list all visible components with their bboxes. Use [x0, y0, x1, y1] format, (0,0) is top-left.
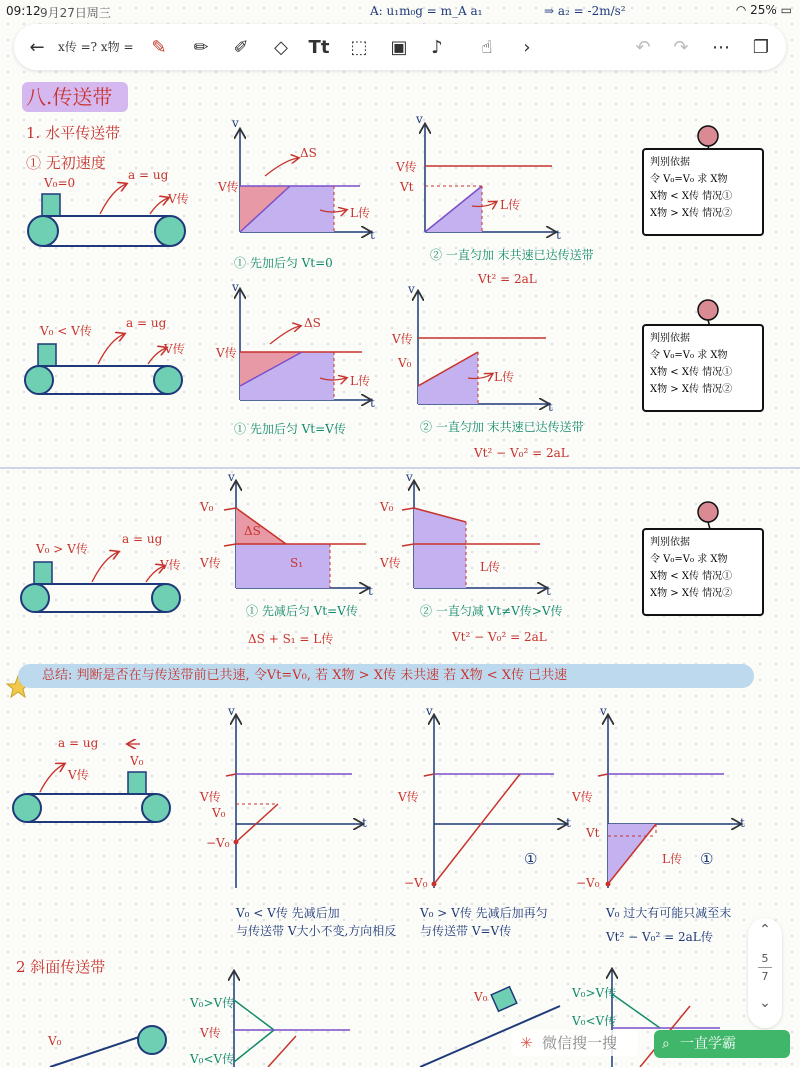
pages-button[interactable]: ❐ — [752, 36, 770, 58]
axis-t-7: t — [362, 816, 367, 830]
label-v0-g5: V₀ — [200, 500, 214, 514]
label-v0-g4: V₀ — [398, 356, 412, 370]
caption-case6: ② 一直匀减 Vt≠V传>V传 — [420, 604, 563, 618]
incline-sketch-1 — [50, 1026, 166, 1067]
formula-1: Vt² = 2aL — [478, 272, 537, 286]
label-vbelt-g1: V传 — [218, 180, 239, 194]
label-v-le-2: V₀<V传 — [572, 1014, 617, 1028]
back-button[interactable]: ← — [29, 36, 45, 58]
axis-v-7: v — [228, 704, 235, 718]
label-v0-g7: V₀ — [212, 806, 226, 820]
more-options-button[interactable]: ⋯ — [712, 36, 730, 58]
caption-case5: ① 先减后匀 Vt=V传 — [246, 604, 358, 618]
page-indicator-panel — [748, 918, 782, 1028]
vt-graph-2 — [425, 125, 555, 232]
caption-case3: ① 先加后匀 Vt=V传 — [234, 422, 346, 436]
battery-percent: 25% — [750, 3, 777, 17]
top-equation: A: u₁m₀g = m_A a₁ — [370, 4, 483, 18]
pen-tool-icon[interactable]: ✎ — [151, 36, 167, 58]
judgement-note-2 — [642, 324, 764, 412]
circle-one-g9: ① — [700, 850, 714, 868]
microphone-icon[interactable]: ♪ — [431, 36, 443, 58]
battery-icon: ▭ — [780, 3, 792, 17]
label-delta-s-3: ΔS — [304, 316, 321, 330]
page-divider — [758, 967, 772, 968]
pencil-tool-icon[interactable]: ✏ — [193, 36, 209, 58]
image-insert-icon[interactable]: ▣ — [390, 36, 408, 58]
status-time: 09:12 — [6, 4, 41, 18]
vt-graph-7 — [226, 716, 362, 888]
text-tool-button[interactable]: Tt — [308, 36, 330, 58]
label-v0-zero: V₀=0 — [44, 176, 76, 190]
label-l-belt-6: L传 — [480, 560, 500, 574]
axis-t-3: t — [370, 396, 375, 410]
axis-t-5: t — [368, 584, 373, 598]
status-battery — [736, 3, 792, 17]
axis-v-3: v — [232, 280, 239, 294]
label-v0-gt: V₀ > V传 — [36, 542, 88, 556]
vt-graph-8 — [424, 716, 566, 888]
label-vbelt-2: V传 — [164, 342, 185, 356]
judge-line: 令 V₀=V₀ 求 X物 — [650, 554, 728, 565]
open-app-button[interactable] — [654, 1030, 790, 1058]
section-title: 八.传送带 — [22, 82, 128, 112]
label-vbelt-g4: V传 — [392, 332, 413, 346]
judge-title: 判别依据 — [650, 157, 690, 168]
caption-rev3b: Vt² − V₀² = 2aL传 — [606, 930, 713, 944]
label-l-belt-9: L传 — [662, 852, 682, 866]
caption-rev3a: V₀ 过大有可能只减至末 — [606, 906, 732, 920]
label-neg-v0-g8: −V₀ — [404, 876, 428, 890]
wifi-icon: ◠ — [735, 3, 747, 17]
formula-2: Vt² − V₀² = 2aL — [474, 446, 569, 460]
axis-t-1: t — [370, 228, 375, 242]
label-l-belt-3: L传 — [350, 374, 370, 388]
caption-case1: ① 先加后匀 Vt=0 — [234, 256, 333, 270]
circle-one-g8: ① — [524, 850, 538, 868]
wechat-search-text: 微信搜一搜 — [542, 1034, 618, 1052]
case-no-initial-velocity: ① 无初速度 — [26, 154, 106, 172]
judge-title: 判别依据 — [650, 537, 690, 548]
highlighter-tool-icon[interactable]: ✐ — [233, 36, 249, 58]
note-toolbar — [14, 24, 786, 70]
label-vbelt-4: V传 — [68, 768, 89, 782]
judge-line: X物 < X传 情况① — [650, 367, 733, 378]
label-vbelt-g6: V传 — [380, 556, 401, 570]
label-v0-g6: V₀ — [380, 500, 394, 514]
label-vt-g2: Vt — [400, 180, 414, 194]
vt-graph-4 — [418, 292, 548, 404]
label-a-ug-3: a = ug — [122, 532, 163, 546]
axis-v-2: v — [416, 112, 423, 126]
label-v-ge: V₀>V传 — [190, 996, 235, 1010]
page-down-button[interactable]: ⌄ — [759, 995, 771, 1011]
belt-diagram-4 — [13, 744, 170, 822]
subsection-incline: 2 斜面传送带 — [16, 958, 106, 976]
eraser-tool-icon[interactable]: ◇ — [274, 36, 288, 58]
subsection-horizontal: 1. 水平传送带 — [26, 124, 121, 142]
axis-v-9: v — [600, 704, 607, 718]
open-app-label: 一直学霸 — [680, 1036, 736, 1052]
caption-rev2a: V₀ > V传 先减后加再匀 — [420, 906, 548, 920]
caption-rev1b: 与传送带 V大小不变,方向相反 — [236, 924, 397, 938]
axis-v-8: v — [426, 704, 433, 718]
toolbar-text-snippet: x传 =? x物 = — [58, 40, 134, 54]
lasso-select-icon[interactable]: ⬚ — [350, 36, 368, 58]
label-vbelt-1: V传 — [168, 192, 189, 206]
redo-button[interactable]: ↷ — [673, 36, 689, 58]
label-vbelt-g3: V传 — [216, 346, 237, 360]
axis-t-2: t — [556, 228, 561, 242]
page-total: 7 — [761, 970, 769, 983]
incline-graph-1 — [234, 972, 350, 1067]
label-delta-s-1: ΔS — [300, 146, 317, 160]
label-a-ug-4: a = ug — [58, 736, 99, 750]
label-vbelt-g5: V传 — [200, 556, 221, 570]
label-v0-4: V₀ — [130, 754, 144, 768]
label-v0-incline: V₀ — [48, 1034, 62, 1048]
label-delta-s-5: ΔS — [244, 524, 261, 538]
hand-touch-icon[interactable]: ☝ — [481, 36, 493, 58]
axis-v-1: v — [232, 116, 239, 130]
label-neg-v0-g7: −V₀ — [206, 836, 230, 850]
label-l-belt-2: L传 — [500, 198, 520, 212]
search-icon: ⌕ — [662, 1036, 670, 1052]
axis-t-9: t — [740, 816, 745, 830]
judgement-note-1 — [642, 148, 764, 236]
judge-line: X物 > X传 情况② — [650, 208, 733, 219]
caption-rev1a: V₀ < V传 先减后加 — [236, 906, 340, 920]
caption-case2: ② 一直匀加 末共速已达传送带 — [430, 248, 594, 262]
label-vbelt-incline: V传 — [200, 1026, 221, 1040]
label-vbelt-g2: V传 — [396, 160, 417, 174]
label-l-belt-4: L传 — [494, 370, 514, 384]
label-v-le: V₀<V传 — [190, 1052, 235, 1066]
page-up-button[interactable]: ⌃ — [759, 922, 771, 938]
judgement-note-3 — [642, 528, 764, 616]
summary-banner: 总结: 判断是否在与传送带前已共速, 令Vt=V₀, 若 X物 > X传 未共速 若 X物 < X传 已共速 — [18, 664, 754, 688]
label-vbelt-3: V传 — [160, 558, 181, 572]
label-vbelt-g8: V传 — [398, 790, 419, 804]
label-vbelt-g9: V传 — [572, 790, 593, 804]
top-equation-2: ⇒ a₂ = -2m/s² — [544, 4, 626, 18]
caption-case4: ② 一直匀加 末共速已达传送带 — [420, 420, 584, 434]
belt-diagram-3 — [21, 552, 180, 612]
page-current: 5 — [761, 952, 769, 965]
label-v0-incline-2: V₀ — [474, 990, 488, 1004]
axis-v-6: v — [406, 470, 413, 484]
vt-graph-6 — [402, 482, 546, 588]
judge-title: 判别依据 — [650, 333, 690, 344]
status-bar — [0, 0, 800, 24]
belt-diagram-1 — [28, 184, 185, 246]
judge-line: X物 > X传 情况② — [650, 588, 733, 599]
label-vt-g9: Vt — [586, 826, 600, 840]
axis-t-4: t — [548, 400, 553, 414]
formula-3: Vt² − V₀² = 2aL — [452, 630, 547, 644]
label-v0-lt: V₀ < V传 — [40, 324, 92, 338]
wechat-search-logo-icon: ✳ — [520, 1034, 533, 1052]
belt-diagram-2 — [25, 334, 182, 394]
judge-line: X物 > X传 情况② — [650, 384, 733, 395]
axis-t-8: t — [566, 816, 571, 830]
axis-v-5: v — [228, 470, 235, 484]
label-s1: S₁ — [290, 556, 304, 570]
axis-t-6: t — [546, 584, 551, 598]
judge-line: X物 < X传 情况① — [650, 571, 733, 582]
label-a-ug-2: a = ug — [126, 316, 167, 330]
axis-v-4: v — [408, 282, 415, 296]
label-a-ug-1: a = ug — [128, 168, 169, 182]
label-vbelt-g7: V传 — [200, 790, 221, 804]
wechat-search-watermark — [512, 1030, 638, 1056]
more-tools-chevron[interactable]: › — [523, 36, 531, 58]
judge-line: 令 V₀=V₀ 求 X物 — [650, 350, 728, 361]
judge-line: X物 < X传 情况① — [650, 191, 733, 202]
label-l-belt-1: L传 — [350, 206, 370, 220]
judge-line: 令 V₀=V₀ 求 X物 — [650, 174, 728, 185]
formula-case5: ΔS + S₁ = L传 — [248, 632, 334, 646]
status-date: 9月27日周三 — [40, 6, 111, 20]
caption-rev2b: 与传送带 V=V传 — [420, 924, 512, 938]
label-v-ge-2: V₀>V传 — [572, 986, 617, 1000]
undo-button[interactable]: ↶ — [635, 36, 651, 58]
label-neg-v0-g9: −V₀ — [576, 876, 600, 890]
